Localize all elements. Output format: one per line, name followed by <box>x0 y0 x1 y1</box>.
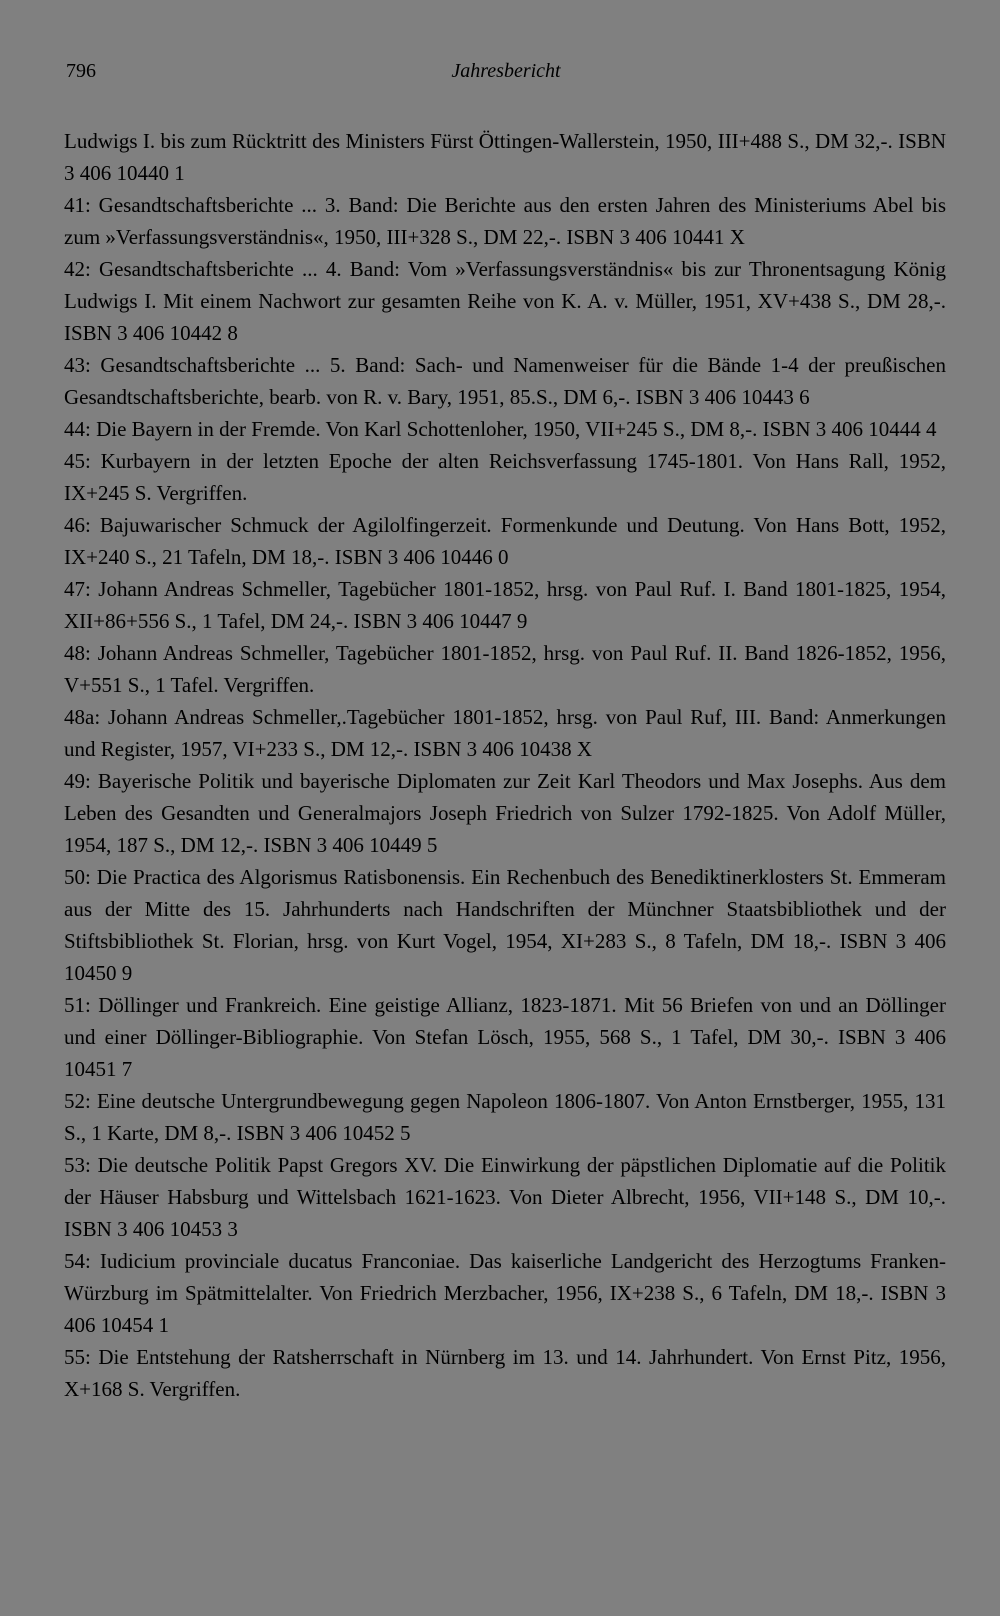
list-item: 41: Gesandtschaftsberichte ... 3. Band: Die Berichte aus den ersten Jahren des Ministeriums Abel bis zum »Verfassungsverständnis«, 1950, III+328 S., DM 22,-. ISBN 3 406 10441 X <box>64 193 946 249</box>
list-item: 55: Die Entstehung der Ratsherrschaft in Nürnberg im 13. und 14. Jahrhundert. Von Ernst Pitz, 1956, X+168 S. Vergriffen. <box>64 1345 946 1401</box>
list-item: 47: Johann Andreas Schmeller, Tagebücher 1801-1852, hrsg. von Paul Ruf. I. Band 1801-1825, 1954, XII+86+556 S., 1 Tafel, DM 24,-. ISBN 3 406 10447 9 <box>64 577 946 633</box>
bibliography-list <box>64 125 946 1405</box>
list-item: 53: Die deutsche Politik Papst Gregors XV. Die Einwirkung der päpstlichen Diplomatie auf die Politik der Häuser Habsburg und Wittelsbach 1621-1623. Von Dieter Albrecht, 1956, VII+148 S., DM 10,-. ISBN 3 406 10453 3 <box>64 1153 946 1241</box>
list-item: 43: Gesandtschaftsberichte ... 5. Band: Sach- und Namenweiser für die Bände 1-4 der preußischen Gesandtschaftsberichte, bearb. von R. v. Bary, 1951, 85.S., DM 6,-. ISBN 3 406 10443 6 <box>64 353 946 409</box>
list-item: Ludwigs I. bis zum Rücktritt des Ministers Fürst Öttingen-Wallerstein, 1950, III+488 S., DM 32,-. ISBN 3 406 10440 1 <box>64 129 946 185</box>
list-item: 54: Iudicium provinciale ducatus Franconiae. Das kaiserliche Landgericht des Herzogtums Franken-Würzburg im Spätmittelalter. Von Friedrich Merzbacher, 1956, IX+238 S., 6 Tafeln, DM 18,-. ISBN 3 406 10454 1 <box>64 1249 946 1337</box>
list-item: 50: Die Practica des Algorismus Ratisbonensis. Ein Rechenbuch des Benediktinerklosters St. Emmeram aus der Mitte des 15. Jahrhunderts nach Handschriften der Münchner Staatsbibliothek und der Stiftsbibliothek St. Florian, hrsg. von Kurt Vogel, 1954, XI+283 S., 8 Tafeln, DM 18,-. ISBN 3 406 10450 9 <box>64 865 946 985</box>
list-item: 45: Kurbayern in der letzten Epoche der alten Reichsverfassung 1745-1801. Von Hans Rall, 1952, IX+245 S. Vergriffen. <box>64 449 946 505</box>
running-title: Jahresbericht <box>451 60 561 82</box>
list-item: 49: Bayerische Politik und bayerische Diplomaten zur Zeit Karl Theodors und Max Josephs. Aus dem Leben des Gesandten und Generalmajors Joseph Friedrich von Sulzer 1792-1825. Von Adolf Müller, 1954, 187 S., DM 12,-. ISBN 3 406 10449 5 <box>64 769 946 857</box>
page-number: 796 <box>66 60 96 82</box>
list-item: 42: Gesandtschaftsberichte ... 4. Band: Vom »Verfassungsverständnis« bis zur Thronentsagung König Ludwigs I. Mit einem Nachwort zur gesamten Reihe von K. A. v. Müller, 1951, XV+438 S., DM 28,-. ISBN 3 406 10442 8 <box>64 257 946 345</box>
list-item: 48a: Johann Andreas Schmeller,.Tagebücher 1801-1852, hrsg. von Paul Ruf, III. Band: Anmerkungen und Register, 1957, VI+233 S., DM 12,-. ISBN 3 406 10438 X <box>64 705 946 761</box>
list-item: 48: Johann Andreas Schmeller, Tagebücher 1801-1852, hrsg. von Paul Ruf. II. Band 1826-1852, 1956, V+551 S., 1 Tafel. Vergriffen. <box>64 641 946 697</box>
list-item: 51: Döllinger und Frankreich. Eine geistige Allianz, 1823-1871. Mit 56 Briefen von und an Döllinger und einer Döllinger-Bibliographie. Von Stefan Lösch, 1955, 568 S., 1 Tafel, DM 30,-. ISBN 3 406 10451 7 <box>64 993 946 1081</box>
list-item: 52: Eine deutsche Untergrundbewegung gegen Napoleon 1806-1807. Von Anton Ernstberger, 1955, 131 S., 1 Karte, DM 8,-. ISBN 3 406 10452 5 <box>64 1089 946 1145</box>
list-item: 46: Bajuwarischer Schmuck der Agilolfingerzeit. Formenkunde und Deutung. Von Hans Bott, 1952, IX+240 S., 21 Tafeln, DM 18,-. ISBN 3 406 10446 0 <box>64 513 946 569</box>
list-item: 44: Die Bayern in der Fremde. Von Karl Schottenloher, 1950, VII+245 S., DM 8,-. ISBN 3 406 10444 4 <box>64 417 937 441</box>
page-header <box>66 60 946 90</box>
